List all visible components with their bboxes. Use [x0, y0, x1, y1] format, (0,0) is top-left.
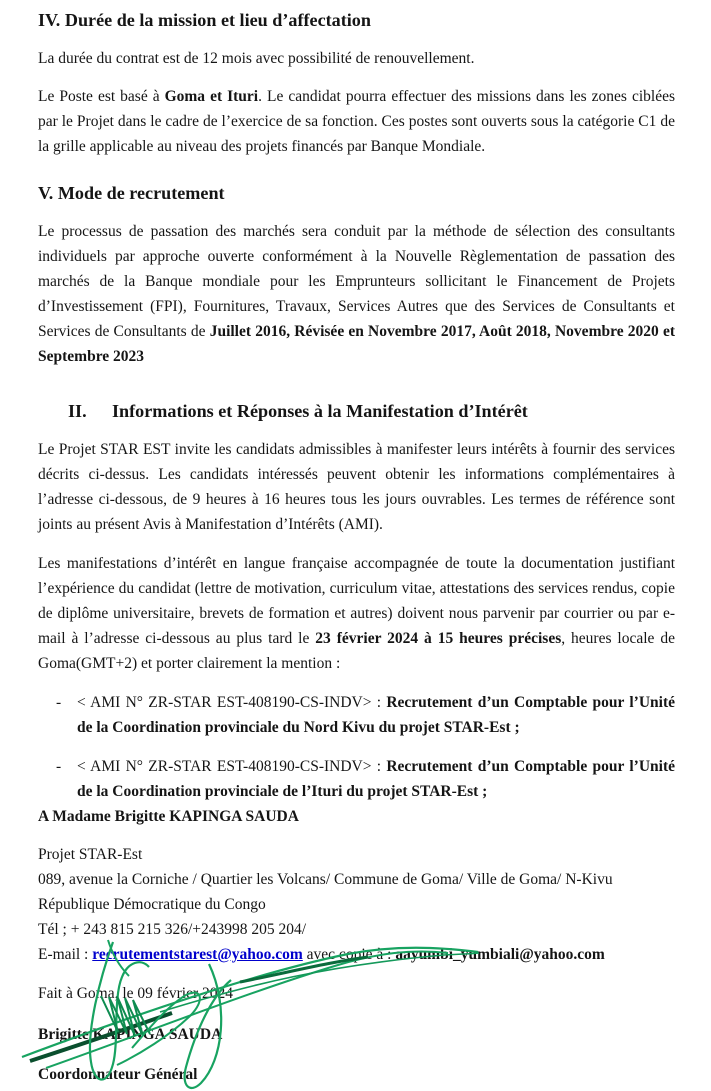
section-heading-ii	[38, 399, 675, 424]
paragraph-procurement	[38, 219, 675, 369]
signatory-title: Coordonnateur Général	[38, 1066, 198, 1083]
paragraph-submission	[38, 551, 675, 676]
submission-pre: Les manifestations d’intérêt en langue française accompagnée de toute la documentation justifiant l’expérience du candidat (lettre de motivation, curriculum vitae, attestations des services rendus, copie de diplôme universitaire, brevets de formation et autres) doivent nous parvenir par courrier ou par e-mail à l’adresse ci-dessous au plus tard le	[38, 555, 675, 647]
address-phone: Tél ; + 243 815 215 326/+243998 205 204/	[38, 921, 307, 938]
bullet-dash: -	[56, 694, 62, 711]
ami-reference-text	[77, 754, 675, 804]
email-link-primary[interactable]: recrutementstarest@yahoo.com	[92, 946, 303, 963]
paragraph-post-location	[38, 84, 675, 159]
procurement-dates-bold: Juillet 2016, Révisée en Novembre 2017, Août 2018, Novembre 2020 et Septembre 2023	[38, 323, 675, 365]
address-street: 089, avenue la Corniche / Quartier les Volcans/ Commune de Goma/ Ville de Goma/ N-Kivu	[38, 871, 613, 888]
section-ii-title: Informations et Réponses à la Manifestation d’Intérêt	[112, 401, 528, 421]
ami-reference-text	[77, 690, 675, 740]
email-cc-address: aayumbi_yumbiali@yahoo.com	[395, 946, 605, 963]
list-item-ami-nord-kivu	[56, 690, 675, 740]
section-heading-iv: IV. Durée de la mission et lieu d’affectation	[38, 10, 371, 30]
signatory-name: Brigitte KAPINGA SAUDA	[38, 1025, 223, 1043]
section-ii-number: II.	[68, 401, 87, 421]
address-project-name: Projet STAR-Est	[38, 846, 143, 863]
ami-title-ituri: Recrutement d’un Comptable pour l’Unité de la Coordination provinciale de l’Ituri du projet STAR-Est ;	[77, 758, 675, 800]
post-location-bold: Goma et Ituri	[164, 88, 259, 105]
submission-deadline-bold: 23 février 2024 à 15 heures précises	[315, 630, 562, 647]
email-copy-text: avec copie à :	[302, 946, 396, 963]
paragraph-invitation: Le Projet STAR EST invite les candidats admissibles à manifester leurs intérêts à fournir des services décrits ci-dessus. Les candidats intéressés peuvent obtenir les informations complémentaires à l’adresse ci-dessous, de 9 heures à 16 heures tous les jours ouvrables. Les termes de référence sont joints au présent Avis à Manifestation d’Intérêts (AMI).	[38, 441, 675, 533]
dateline: Fait à Goma, le 09 février 2024	[38, 985, 233, 1002]
list-item-ami-ituri	[56, 754, 675, 804]
post-location-pre: Le Poste est basé à	[38, 88, 165, 105]
address-block	[38, 842, 675, 967]
email-label: E-mail :	[38, 946, 93, 963]
post-location-post: . Le candidat pourra effectuer des missions dans les zones ciblées par le Projet dans le cadre de l’exercice de sa fonction. Ces postes sont ouverts sous la catégorie C1 de la grille applicable au niveau des projets financés par Banque Mondiale.	[38, 88, 676, 155]
attention-line: A Madame Brigitte KAPINGA SAUDA	[38, 808, 299, 825]
procurement-pre: Le processus de passation des marchés sera conduit par la méthode de sélection des consultants individuels par approche ouverte conformément à la Nouvelle Règlementation de passation des marchés de la Banque mondiale pour les Emprunteurs sollicitant le Financement de Projets d’Investissement (FPI), Fournitures, Travaux, Services Autres que des Services de Consultants et Services de Consultants de	[38, 223, 675, 340]
address-country: République Démocratique du Congo	[38, 896, 266, 913]
ami-ref-ituri: < AMI N° ZR-STAR EST-408190-CS-INDV> :	[77, 758, 387, 775]
ami-title-nord-kivu: Recrutement d’un Comptable pour l’Unité de la Coordination provinciale du Nord Kivu du projet STAR-Est ;	[77, 694, 675, 736]
ami-ref-nord-kivu: < AMI N° ZR-STAR EST-408190-CS-INDV> :	[77, 694, 387, 711]
bullet-dash: -	[56, 758, 62, 775]
paragraph-contract-duration: La durée du contrat est de 12 mois avec possibilité de renouvellement.	[38, 50, 475, 67]
submission-post: , heures locale de Goma(GMT+2) et porter clairement la mention :	[38, 630, 675, 672]
address-email-line	[38, 942, 675, 967]
section-heading-v: V. Mode de recrutement	[38, 183, 225, 203]
